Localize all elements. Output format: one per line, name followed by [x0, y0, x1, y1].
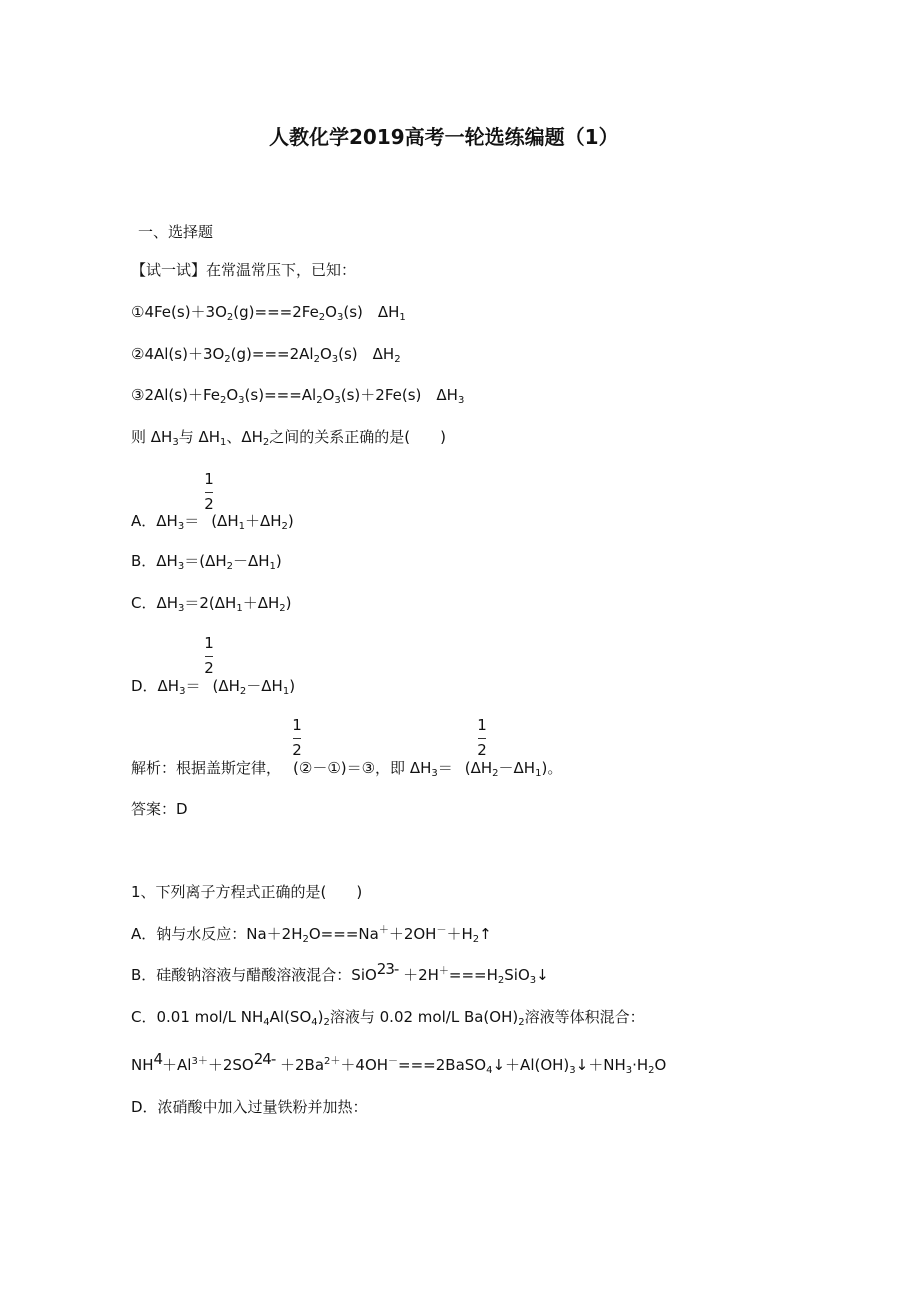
option-b: B．$\Delta H_3=(\Delta H_2-\Delta H_1)$: [131, 552, 282, 572]
q1-option-b: B．硅酸钠溶液与醋酸溶液混合：$SiO23- +2H^+===H_2SiO_3↓$: [131, 960, 549, 986]
analysis-text: 解析：根据盖斯定律， (②－①)＝③，即 $\Delta H_3= (\Delta H_2-\Delta H_1)$。: [131, 759, 563, 779]
section-heading: 一、选择题: [138, 223, 214, 241]
option-d: D．$\Delta H_3= (\Delta H_2-\Delta H_1)$: [131, 677, 296, 697]
q1-option-a: A．钠与水反应：$Na+2H_2O===Na^++2OH^-+H_2↑$: [131, 925, 492, 945]
equation-3: $③2Al(s)+Fe_2O_3(s)===Al_2O_3(s)+2Fe(s)$ $\Delta H_3$: [131, 386, 465, 406]
fraction-half-d: 1 2: [204, 634, 214, 677]
equation-2: $②4Al(s)+3O_2(g)===2Al_2O_3(s)$ $\Delta H_2$: [131, 345, 401, 365]
equation-1: $①4Fe(s)+3O_2(g)===2Fe_2O_3(s)$ $\Delta H_1$: [131, 303, 406, 323]
question-1-stem: 1、下列离子方程式正确的是( ): [131, 883, 363, 901]
fraction-half-analysis-2: 1 2: [477, 716, 487, 759]
option-c: C．$\Delta H_3=2(\Delta H_1+\Delta H_2)$: [131, 594, 292, 614]
q1-option-c-equation: $NH4+Al^{3+}+2SO24-$ $+2Ba^{2+}+4OH^-===2BaSO_4↓+Al(OH)_3↓+NH_3\cdot H_2O$: [131, 1050, 667, 1076]
q1-option-c: C．0.01 mol/L $NH_4Al(SO_4)_2$溶液与 0.02 mol/L $Ba(OH)_2$溶液等体积混合：: [131, 1008, 645, 1028]
trial-intro: 【试一试】在常温常压下，已知：: [131, 261, 357, 279]
fraction-half-a: 1 2: [204, 470, 214, 513]
fraction-half-analysis-1: 1 2: [292, 716, 302, 759]
option-a: A．$\Delta H_3= (\Delta H_1+\Delta H_2)$: [131, 512, 294, 532]
q1-option-d: D．浓硝酸中加入过量铁粉并加热：: [131, 1098, 368, 1116]
page-title: 人教化学2019高考一轮选练编题（1）: [269, 125, 619, 149]
answer-text: 答案：D: [131, 800, 188, 818]
trial-question: 则 $\Delta H_3$与 $\Delta H_1$、$\Delta H_2$之间的关系正确的是( ): [131, 428, 447, 448]
